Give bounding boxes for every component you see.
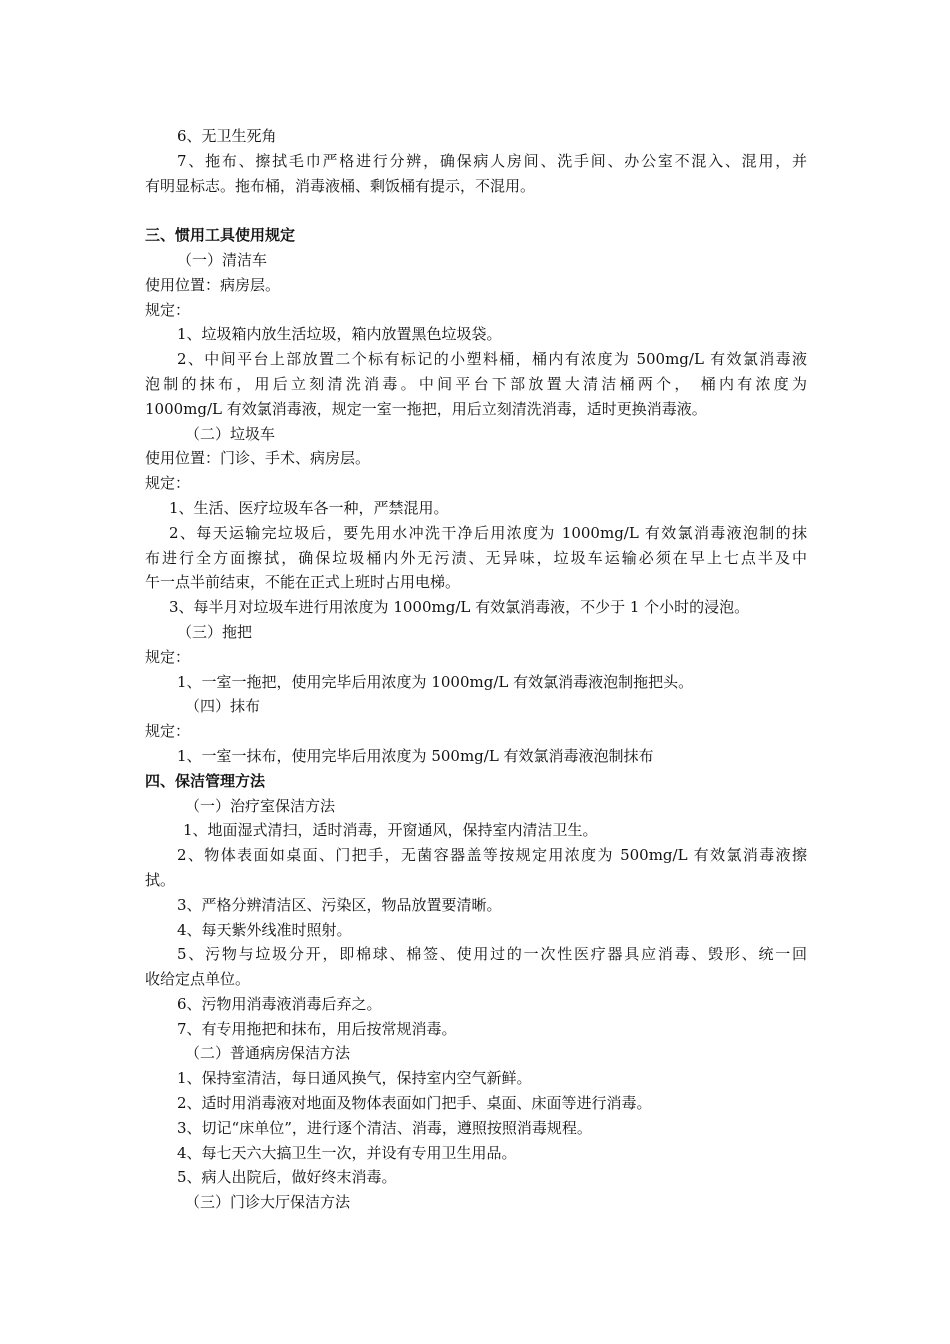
paragraph-item-7-cont: 有明显标志。拖布桶，消毒液桶、剩饭桶有提示，不混用。	[145, 176, 536, 195]
method-item: 1、保持室清洁，每日通风换气，保持室内空气新鲜。	[177, 1069, 532, 1088]
rule-item: 1、生活、医疗垃圾车各一种，严禁混用。	[169, 498, 449, 517]
rule-item-cont: 1000mg/L 有效氯消毒液，规定一室一拖把，用后立刻清洗消毒，适时更换消毒液。	[145, 399, 707, 418]
rule-item: 1、垃圾箱内放生活垃圾，箱内放置黑色垃圾袋。	[177, 325, 502, 344]
method-item: 1、地面湿式清扫，适时消毒，开窗通风，保持室内清洁卫生。	[183, 821, 598, 840]
rules-label: 规定：	[145, 474, 191, 493]
rule-item-cont: 泡制的抹布，用后立刻清洗消毒。中间平台下部放置大清洁桶两个， 桶内有浓度为	[145, 374, 807, 393]
method-item: 2、适时用消毒液对地面及物体表面如门把手、桌面、床面等进行消毒。	[177, 1094, 652, 1113]
rule-item: 1、一室一拖把，使用完毕后用浓度为 1000mg/L 有效氯消毒液泡制拖把头。	[177, 672, 694, 691]
method-item: 5、病人出院后，做好终末消毒。	[177, 1168, 397, 1187]
document-page	[145, 124, 807, 1215]
rule-item: 3、每半月对垃圾车进行用浓度为 1000mg/L 有效氯消毒液，不少于 1 个小时的浸泡。	[169, 598, 750, 617]
usage-location: 使用位置：病房层。	[145, 275, 281, 294]
rules-label: 规定：	[145, 300, 191, 319]
method-item: 3、严格分辨清洁区、污染区，物品放置要清晰。	[177, 895, 502, 914]
usage-location: 使用位置：门诊、手术、病房层。	[145, 449, 371, 468]
method-item: 6、污物用消毒液消毒后弃之。	[177, 994, 382, 1013]
blank-line	[145, 198, 807, 223]
method-item-cont: 拭。	[145, 870, 176, 889]
section-heading-4: 四、保洁管理方法	[145, 771, 266, 790]
subheading-garbage-cart: （二）垃圾车	[185, 424, 276, 443]
paragraph-item-7: 7、拖布、擦拭毛巾严格进行分辨，确保病人房间、洗手间、办公室不混入、混用，并	[177, 151, 807, 170]
rules-label: 规定：	[145, 647, 191, 666]
rule-item-cont: 布进行全方面擦拭，确保垃圾桶内外无污渍、无异味，垃圾车运输必须在早上七点半及中	[145, 548, 807, 567]
rule-item: 2、中间平台上部放置二个标有标记的小塑料桶，桶内有浓度为 500mg/L 有效氯消毒液	[177, 350, 807, 369]
subheading-outpatient-hall: （三）门诊大厅保洁方法	[185, 1193, 351, 1212]
subheading-cleaning-cart: （一）清洁车	[177, 250, 268, 269]
method-item-cont: 收给定点单位。	[145, 970, 251, 989]
rules-label: 规定：	[145, 722, 191, 741]
method-item: 3、切记“床单位”，进行逐个清洁、消毒，遵照按照消毒规程。	[177, 1118, 592, 1137]
subheading-mop: （三）拖把	[177, 622, 253, 641]
method-item: 4、每七天六大搞卫生一次，并设有专用卫生用品。	[177, 1143, 517, 1162]
rule-item-cont: 午一点半前结束，不能在正式上班时占用电梯。	[145, 573, 461, 592]
section-heading-3: 三、惯用工具使用规定	[145, 226, 296, 245]
method-item: 7、有专用拖把和抹布，用后按常规消毒。	[177, 1019, 457, 1038]
subheading-treatment-room: （一）治疗室保洁方法	[185, 796, 336, 815]
subheading-general-ward: （二）普通病房保洁方法	[185, 1044, 351, 1063]
rule-item: 2、每天运输完垃圾后，要先用水冲洗干净后用浓度为 1000mg/L 有效氯消毒液泡制的抹	[169, 523, 807, 542]
method-item: 4、每天紫外线准时照射。	[177, 920, 352, 939]
subheading-cloth: （四）抹布	[185, 697, 261, 716]
rule-item: 1、一室一抹布，使用完毕后用浓度为 500mg/L 有效氯消毒液泡制抹布	[177, 746, 654, 765]
method-item: 2、物体表面如桌面、门把手，无菌容器盖等按规定用浓度为 500mg/L 有效氯消毒液擦	[177, 846, 807, 865]
paragraph-item-6: 6、无卫生死角	[177, 127, 277, 145]
method-item: 5、污物与垃圾分开，即棉球、棉签、使用过的一次性医疗器具应消毒、毁形、统一回	[177, 945, 807, 964]
